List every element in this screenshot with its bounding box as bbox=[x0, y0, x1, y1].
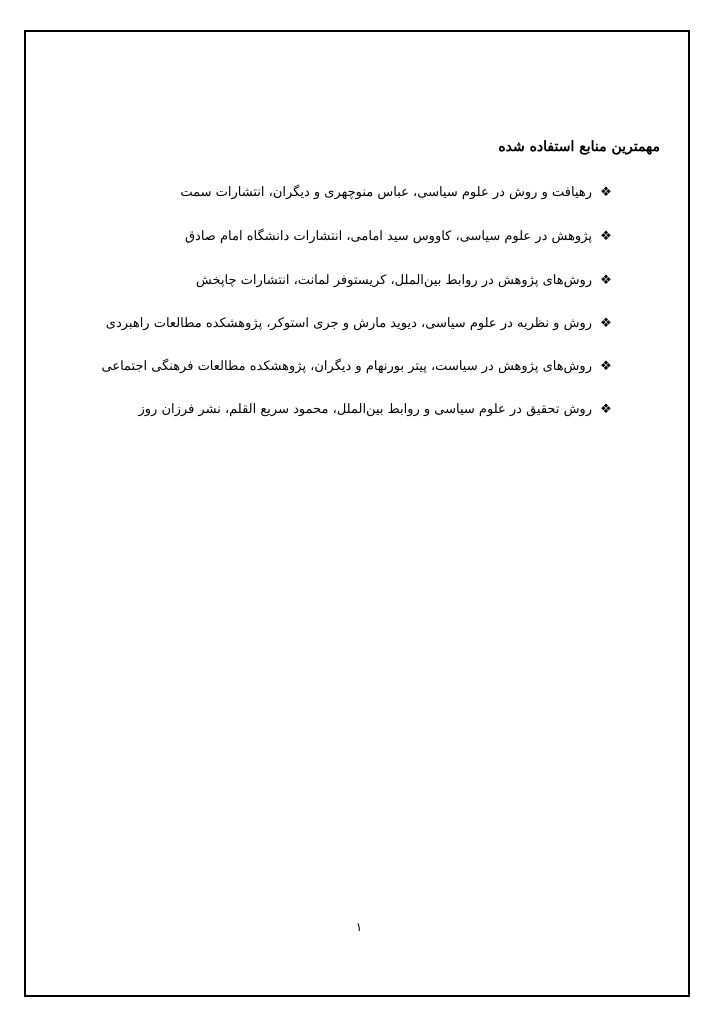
reference-item bbox=[101, 358, 612, 376]
diamond-cluster-icon: ❖ bbox=[600, 359, 612, 374]
reference-item bbox=[106, 315, 612, 333]
reference-text: رهیافت و روش در علوم سیاسی، عباس منوچهری و دیگران، انتشارات سمت bbox=[180, 185, 592, 200]
reference-text: روش‌های پژوهش در روابط بین‌الملل، کریستوفر لمانت، انتشارات چاپخش bbox=[195, 273, 592, 288]
reference-item bbox=[139, 401, 613, 419]
diamond-cluster-icon: ❖ bbox=[600, 316, 612, 331]
page-number: ۱ bbox=[355, 920, 363, 934]
reference-item bbox=[196, 272, 612, 290]
reference-text: پژوهش در علوم سیاسی، کاووس سید امامی، انتشارات دانشگاه امام صادق bbox=[184, 229, 592, 244]
section-heading: مهمترین منابع استفاده شده bbox=[498, 139, 660, 155]
reference-item bbox=[180, 184, 612, 202]
reference-text: روش و نظریه در علوم سیاسی، دیوید مارش و جری استوکر، پژوهشکده مطالعات راهبردی bbox=[105, 316, 592, 331]
diamond-cluster-icon: ❖ bbox=[600, 185, 612, 200]
reference-text: روش تحقیق در علوم سیاسی و روابط بین‌الملل، محمود سریع القلم، نشر فرزان روز bbox=[138, 402, 592, 417]
reference-text: روش‌های پژوهش در سیاست، پیتر بورنهام و دیگران، پژوهشکده مطالعات فرهنگی اجتماعی bbox=[101, 359, 592, 374]
diamond-cluster-icon: ❖ bbox=[600, 273, 612, 288]
reference-item bbox=[185, 228, 612, 246]
diamond-cluster-icon: ❖ bbox=[600, 229, 612, 244]
diamond-cluster-icon: ❖ bbox=[600, 402, 612, 417]
